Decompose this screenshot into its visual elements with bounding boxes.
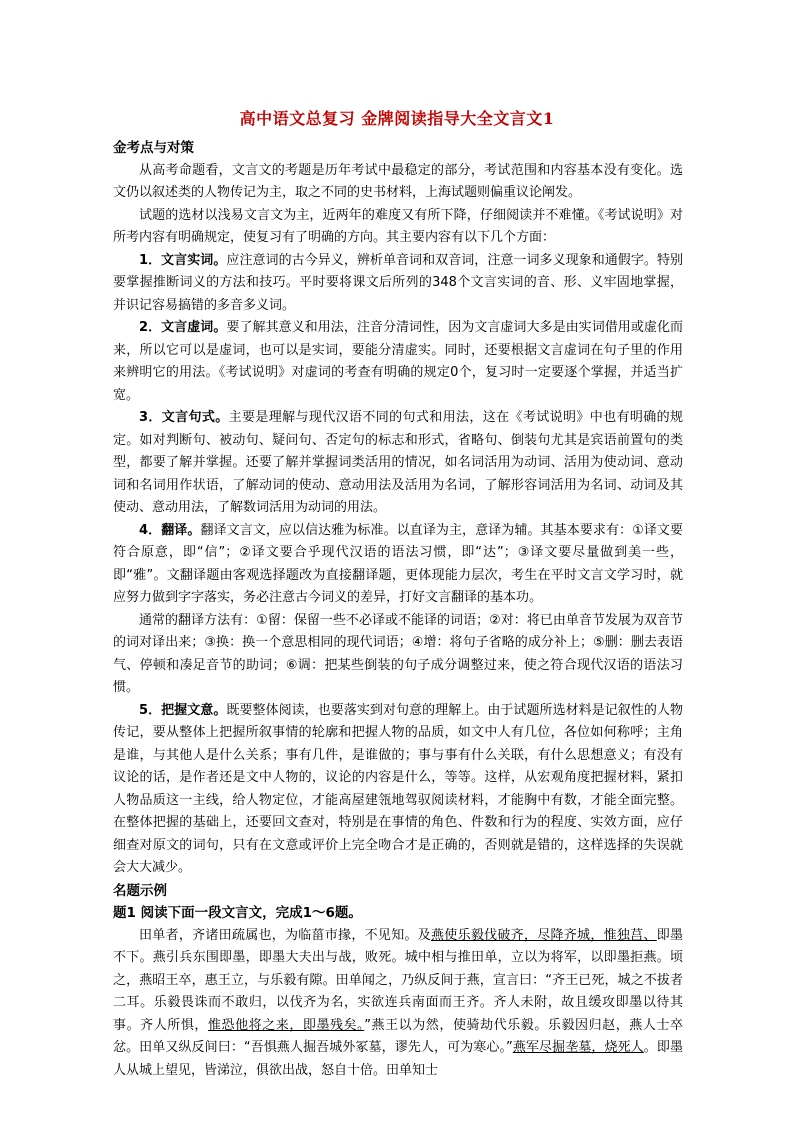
underlined-sentence-1: 燕使乐毅伐破齐，尽降齐城，惟独莒、 bbox=[431, 927, 657, 943]
item-title-sentence-patterns: 3．文言句式。 bbox=[139, 410, 229, 425]
item-text-function-words: 要了解其意义和用法，注音分清词性，因为文言虚词大多是由实词借用或虚化而来，所以它可以是虚词，也可以是实词，要能分清虚实。同时，还要根据文言虚词在句子里的作用来辨明它的用法。《考试说明》对虚词的考查有明确的规定0个，复习时一定要逐个掌握，并适当扩宽。 bbox=[113, 320, 683, 403]
paragraph-sentence-patterns bbox=[113, 407, 683, 520]
item-text-sentence-patterns: 主要是理解与现代汉语不同的句式和用法，这在《考试说明》中也有明确的规定。如对判断句、被动句、疑问句、否定句的标志和形式，省略句、倒装句尤其是宾语前置句的类型，都要了解并掌握。还要了解并掌握词类活用的情况，如名词活用为动词、活用为使动词、意动词和名词用作状语，了解动词的使动、意动用法及活用为名词，了解形容词活用为名词、动词及其使动、意动用法，了解数词活用为动词的用法。 bbox=[113, 410, 683, 515]
passage-text-2: 即墨不下。燕引兵东围即墨，即墨大夫出与战，败死。城中相与推田单，立以为将军，以即墨拒燕。顷之，燕昭王卒，惠王立，与乐毅有隙。田单闻之，乃纵反间于燕，宣言曰：“齐王已死，城之不拔者二耳。乐毅畏诛而不敢归，以伐齐为名，实欲连兵南面而王齐。齐人未附，故且缓攻即墨以待其事。齐人所惧， bbox=[113, 927, 683, 1033]
paragraph-translation bbox=[113, 520, 683, 610]
underlined-sentence-2: 惟恐他将之来，即墨残矣。 bbox=[207, 1017, 365, 1033]
item-title-translation: 4．翻译。 bbox=[139, 522, 201, 538]
page-title: 高中语文总复习 金牌阅读指导大全文言文1 bbox=[239, 109, 555, 128]
item-title-function-words: 2．文言虚词。 bbox=[139, 320, 227, 335]
passage-text-4: 。即墨人从城上望见，皆涕泣，俱欲出战，怒自十倍。田单知士 bbox=[113, 1040, 683, 1078]
item-title-content-words: 1．文言实词。 bbox=[139, 252, 227, 268]
paragraph-translation-methods: 通常的翻译方法有：①留：保留一些不必译或不能译的词语；②对：将已由单音节发展为双音节的词对译出来；③换：换一个意思相同的现代词语；④增：将句子省略的成分补上；⑤删：删去表语气、停顿和凑足音节的助词；⑥调：把某些倒装的句子成分调整过来，使之符合现代汉语的语法习惯。 bbox=[113, 612, 683, 695]
item-title-grasp-meaning: 5．把握文意。 bbox=[139, 702, 227, 718]
paragraph-grasp-meaning bbox=[113, 700, 683, 880]
passage-text-3: ”燕王以为然，使骑劫代乐毅。乐毅因归赵，燕人士卒忿。田单又纵反间曰：“吾惧燕人掘吾城外冢墓，谬先人，可为寒心。” bbox=[113, 1017, 683, 1055]
item-text-translation: 翻译文言文，应以信达雅为标准。以直译为主，意译为辅。其基本要求有：①译文要符合原意，即“信”；②译文要合乎现代汉语的语法习惯，即“达”；③译文要尽量做到美一些，即“雅”。文翻译题由客观选择题改为直接翻译题，更体现能力层次，考生在平时文言文学习时，就应努力做到字字落实，务必注意古今词义的差异，打好文言翻译的基本功。 bbox=[113, 522, 684, 605]
paragraph-content-words bbox=[113, 250, 683, 318]
item-text-content-words: 应注意词的古今异义，辨析单音词和双音词，注意一词多义现象和通假字。特别要掌握推断词义的方法和技巧。平时要将课文后所列的348个文言实词的音、形、义牢固地掌握，并识记容易搞错的多音多义词。 bbox=[113, 252, 683, 313]
question-prompt: 题1 阅读下面一段文言文，完成1～6题。 bbox=[113, 905, 362, 921]
passage-text-1: 田单者，齐诸田疏属也，为临菑市掾，不见知。及 bbox=[139, 927, 432, 943]
section-heading-examples: 名题示例 bbox=[113, 882, 167, 899]
document-body bbox=[113, 137, 683, 1082]
paragraph-intro: 从高考命题看，文言文的考题是历年考试中最稳定的部分，考试范围和内容基本没有变化。选文仍以叙述类的人物传记为主，取之不同的史书材料，上海试题则偏重议论阐发。 bbox=[113, 162, 683, 200]
paragraph-selection: 试题的选材以浅易文言文为主，近两年的难度又有所下降，仔细阅读并不难懂。《考试说明》对所考内容有明确规定，使复习有了明确的方向。其主要内容有以下几个方面： bbox=[113, 207, 683, 245]
underlined-sentence-3: 燕军尽掘垄墓，烧死人 bbox=[512, 1040, 644, 1055]
passage-tiandan bbox=[113, 925, 683, 1083]
section-heading-strategy: 金考点与对策 bbox=[113, 140, 194, 156]
paragraph-function-words bbox=[113, 317, 683, 407]
item-text-grasp-meaning: 既要整体阅读，也要落实到对句意的理解上。由于试题所选材料是记叙性的人物传记，要从整体上把握所叙事情的轮廓和把握人物的品质，如文中人有几位，各位如何称呼；主角是谁，与其他人是什么关系；事有几件，是谁做的；事与事有什么关联，有什么思想意义；有没有议论的话，是作者还是文中人物的，议论的内容是什么，等等。这样，从宏观角度把握材料，紧扣人物品质这一主线，给人物定位，才能高屋建瓴地驾驭阅读材料，才能胸中有数，才能全面完整。在整体把握的基础上，还要回文查对，特别是在事情的角色、件数和行为的程度、实效方面，应仔细查对原文的词句，只有在文意或评价上完全吻合才是正确的，否则就是错的，这样选择的失误就会大大减少。 bbox=[113, 702, 683, 875]
